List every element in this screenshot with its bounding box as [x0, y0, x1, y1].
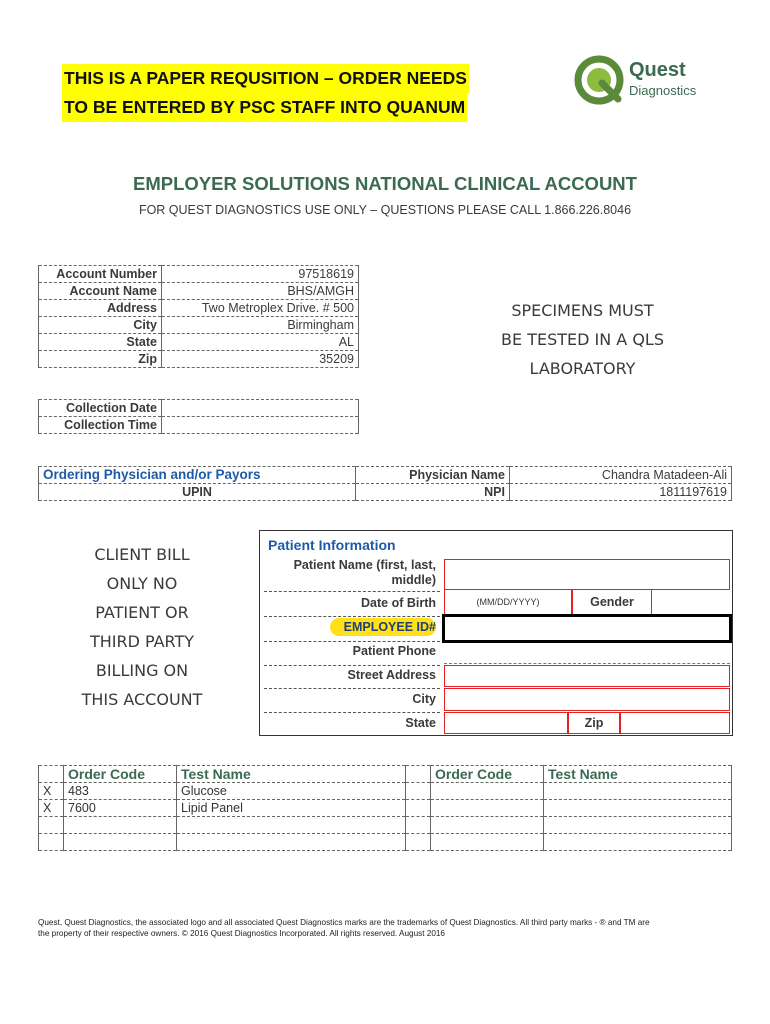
employee-id-label: EMPLOYEE ID#: [343, 620, 436, 634]
address-label: Address: [39, 300, 162, 317]
employee-id-field[interactable]: [442, 614, 732, 643]
date-of-birth-field[interactable]: [444, 589, 572, 616]
client-bill-line: THIRD PARTY: [89, 632, 195, 651]
table-row: [39, 317, 359, 334]
patient-phone-label: Patient Phone: [352, 644, 436, 658]
table-row: [39, 783, 732, 800]
order-select-header: [39, 766, 64, 783]
zip-value: 35209: [162, 351, 359, 368]
physician-name-label: Physician Name: [356, 467, 510, 484]
street-address-field[interactable]: [444, 665, 730, 687]
table-row: [39, 484, 732, 501]
specimens-note-line: LABORATORY: [529, 359, 636, 378]
patient-information-box: [259, 530, 733, 736]
order-checkmark[interactable]: [406, 817, 431, 834]
collection-table: [38, 399, 359, 434]
state-label: State: [39, 334, 162, 351]
order-code-cell: [431, 783, 544, 800]
client-bill-note: [66, 540, 218, 714]
divider: [264, 665, 440, 666]
test-name-header-right: Test Name: [544, 766, 732, 783]
trademark-footer: [38, 917, 728, 939]
table-row: [39, 800, 732, 817]
divider: [264, 712, 440, 713]
table-row: [39, 817, 732, 834]
order-code-cell: [431, 817, 544, 834]
divider: [264, 641, 440, 642]
table-row: [39, 417, 359, 434]
order-code-header-right: Order Code: [431, 766, 544, 783]
divider: [264, 688, 440, 689]
order-checkmark[interactable]: X: [39, 783, 64, 800]
ordering-physician-title: Ordering Physician and/or Payors: [39, 467, 356, 484]
order-code-cell: [431, 834, 544, 851]
notice-line-2: TO BE ENTERED BY PSC STAFF INTO QUANUM: [62, 93, 467, 122]
table-row: [39, 300, 359, 317]
patient-information-title: Patient Information: [268, 537, 396, 553]
order-code-cell: 7600: [64, 800, 177, 817]
test-name-cell: [544, 834, 732, 851]
city-label: City: [39, 317, 162, 334]
gender-label: Gender: [590, 595, 634, 609]
npi-value: 1811197619: [510, 484, 732, 501]
order-checkmark[interactable]: [406, 800, 431, 817]
patient-name-label-line: middle): [391, 573, 436, 587]
table-row: [39, 766, 732, 783]
order-checkmark[interactable]: [39, 834, 64, 851]
patient-zip-field[interactable]: [620, 712, 730, 734]
account-table: [38, 265, 359, 368]
collection-date-label: Collection Date: [39, 400, 162, 417]
client-bill-line: ONLY NO: [106, 574, 178, 593]
account-number-value: 97518619: [162, 266, 359, 283]
order-checkmark[interactable]: [39, 817, 64, 834]
order-code-cell: [64, 834, 177, 851]
patient-phone-field[interactable]: [444, 641, 730, 664]
physician-name-value: Chandra Matadeen-Ali: [510, 467, 732, 484]
npi-label: NPI: [356, 484, 510, 501]
test-name-cell: [177, 834, 406, 851]
address-value: Two Metroplex Drive. # 500: [162, 300, 359, 317]
account-name-label: Account Name: [39, 283, 162, 300]
specimens-note: [480, 296, 685, 383]
table-row: [39, 467, 732, 484]
city-value: Birmingham: [162, 317, 359, 334]
order-checkmark[interactable]: [406, 783, 431, 800]
logo-wordmark-quest: Quest: [629, 59, 686, 81]
patient-city-label: City: [412, 692, 436, 706]
date-of-birth-label: Date of Birth: [361, 596, 436, 610]
orders-table: [38, 765, 732, 851]
upin-label: UPIN: [39, 484, 356, 501]
divider: [264, 616, 440, 617]
patient-city-field[interactable]: [444, 688, 730, 711]
notice-line-1: THIS IS A PAPER REQUSITION – ORDER NEEDS: [62, 64, 469, 93]
patient-state-label: State: [405, 716, 436, 730]
specimens-note-line: SPECIMENS MUST: [511, 301, 654, 320]
collection-date-field[interactable]: [162, 400, 359, 417]
quest-diagnostics-logo: [574, 55, 724, 107]
account-number-label: Account Number: [39, 266, 162, 283]
date-of-birth-placeholder: (MM/DD/YYYY): [476, 597, 540, 607]
test-name-header-left: Test Name: [177, 766, 406, 783]
page-subtitle: FOR QUEST DIAGNOSTICS USE ONLY – QUESTIONS PLEASE CALL 1.866.226.8046: [138, 203, 632, 217]
patient-zip-label-box: [568, 712, 620, 734]
table-row: [39, 400, 359, 417]
patient-name-label: [260, 558, 436, 588]
logo-wordmark-diagnostics: Diagnostics: [629, 83, 697, 98]
order-code-cell: [64, 817, 177, 834]
patient-state-field[interactable]: [444, 712, 568, 734]
quest-logo-icon: [574, 55, 624, 105]
table-row: [39, 334, 359, 351]
page-title: EMPLOYER SOLUTIONS NATIONAL CLINICAL ACCOUNT: [133, 173, 637, 194]
order-select-header-right: [406, 766, 431, 783]
footer-line-1: Quest, Quest Diagnostics, the associated logo and all associated Quest Diagnostics marks are the trademarks of Quest Diagnostics. All third party marks - ® and TM are: [38, 918, 650, 927]
order-code-cell: [431, 800, 544, 817]
client-bill-line: CLIENT BILL: [94, 545, 190, 564]
specimens-note-line: BE TESTED IN A QLS: [501, 330, 664, 349]
client-bill-line: PATIENT OR: [95, 603, 189, 622]
state-value: AL: [162, 334, 359, 351]
test-name-cell: Glucose: [177, 783, 406, 800]
table-row: [39, 834, 732, 851]
order-checkmark[interactable]: X: [39, 800, 64, 817]
test-name-cell: [544, 783, 732, 800]
footer-line-2: the property of their respective owners. © 2016 Quest Diagnostics Incorporated. All rights reserved. August 2016: [38, 929, 445, 938]
test-name-cell: [177, 817, 406, 834]
table-row: [39, 351, 359, 368]
collection-time-field[interactable]: [162, 417, 359, 434]
divider: [264, 591, 440, 592]
table-row: [39, 283, 359, 300]
account-name-value: BHS/AMGH: [162, 283, 359, 300]
patient-name-field[interactable]: [444, 559, 730, 590]
order-code-cell: 483: [64, 783, 177, 800]
client-bill-line: THIS ACCOUNT: [81, 690, 203, 709]
table-row: [39, 266, 359, 283]
order-code-header-left: Order Code: [64, 766, 177, 783]
patient-zip-label: Zip: [584, 716, 604, 730]
physician-table: [38, 466, 732, 501]
order-checkmark[interactable]: [406, 834, 431, 851]
client-bill-line: BILLING ON: [95, 661, 189, 680]
test-name-cell: Lipid Panel: [177, 800, 406, 817]
zip-label: Zip: [39, 351, 162, 368]
test-name-cell: [544, 817, 732, 834]
test-name-cell: [544, 800, 732, 817]
street-address-label: Street Address: [347, 668, 436, 682]
gender-field[interactable]: [572, 589, 652, 616]
collection-time-label: Collection Time: [39, 417, 162, 434]
patient-name-label-line: Patient Name (first, last,: [293, 558, 436, 572]
paper-requisition-notice: [62, 64, 469, 122]
